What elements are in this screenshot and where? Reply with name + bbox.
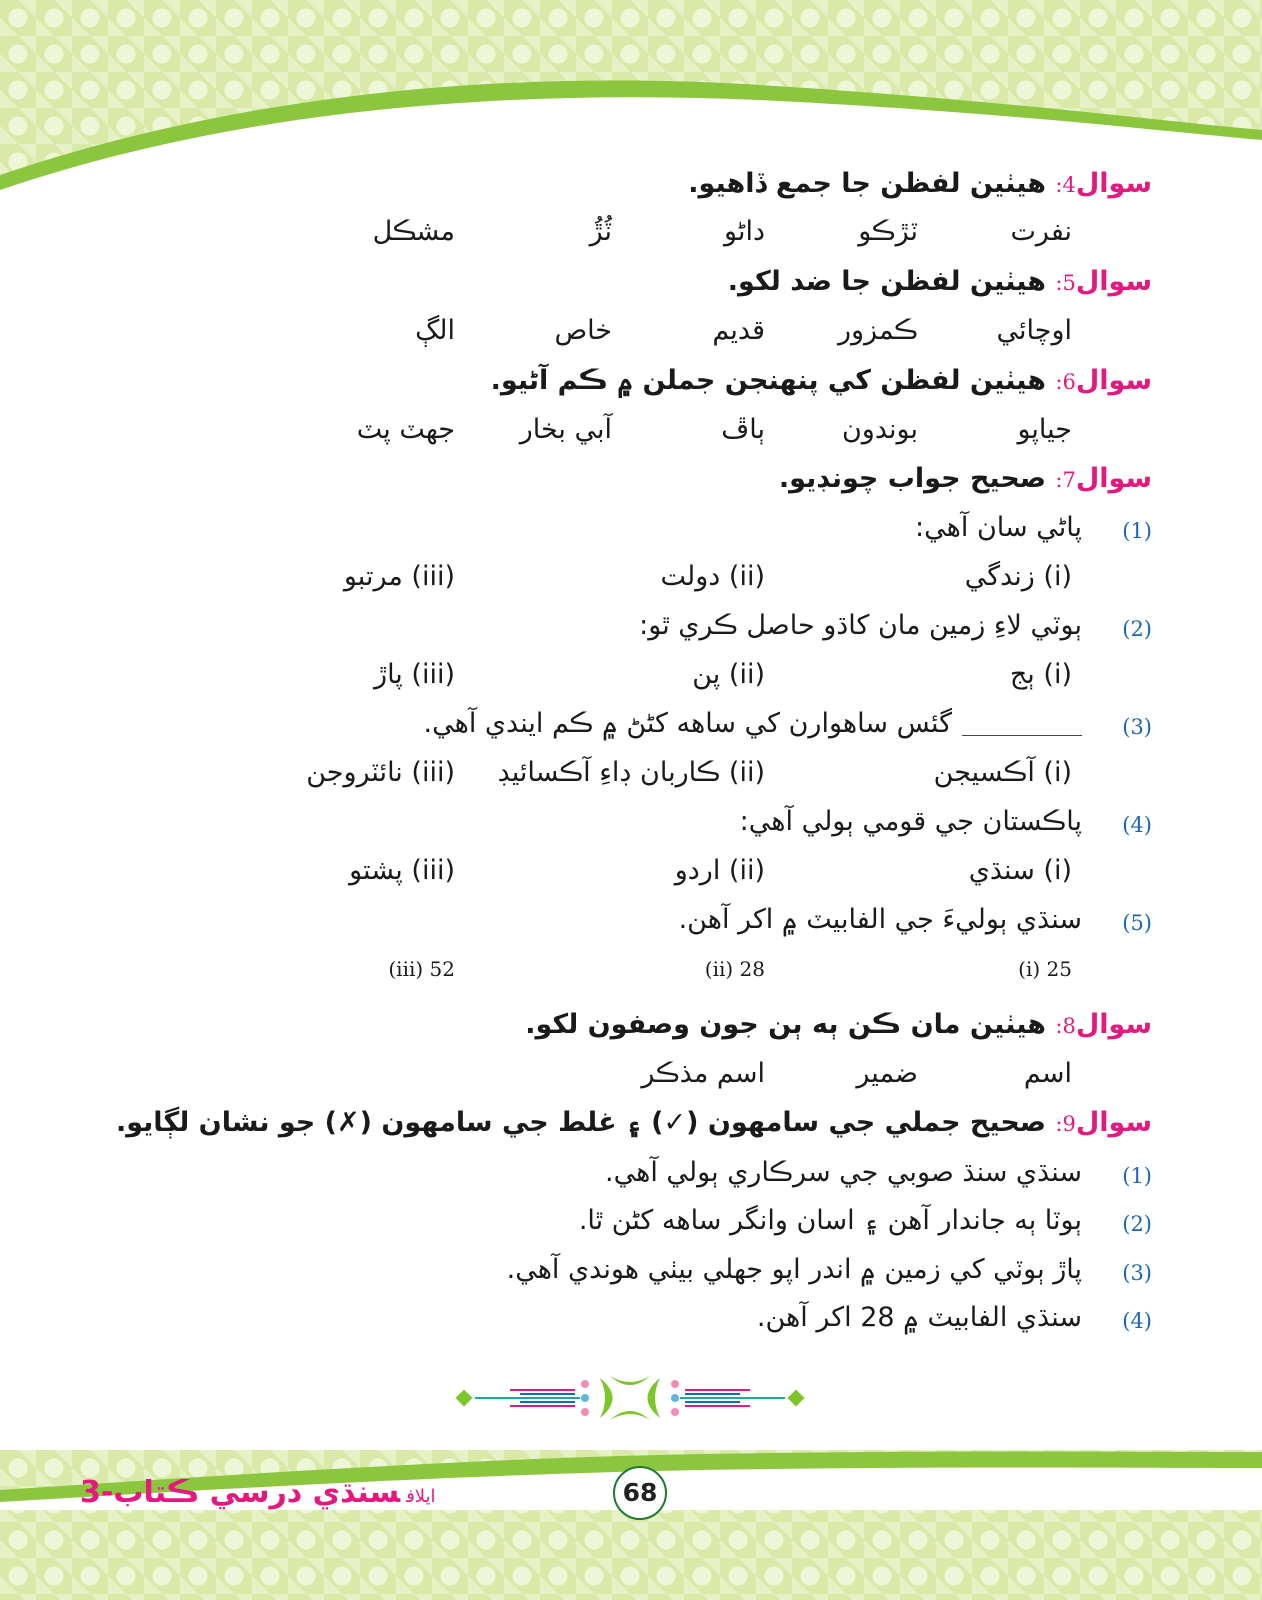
option: (ii) دولت — [660, 561, 765, 592]
item-text: سنڌي ٻوليءَ جي الفابيٽ ۾ اکر آهن. — [678, 904, 1082, 935]
item-number: (4) — [1122, 813, 1152, 837]
question-4-words — [0, 212, 1262, 252]
question-text: هيٺين لفظن جا ضد لکو. — [727, 266, 1046, 297]
item-text-with-blank — [424, 704, 1083, 744]
item-number: (2) — [1122, 1212, 1152, 1236]
question-number: 4: — [1055, 173, 1076, 197]
item-number: (5) — [1122, 911, 1152, 935]
item-options — [0, 753, 1262, 793]
word-item: نفرت — [1010, 216, 1072, 247]
word-item: جياپو — [1017, 414, 1072, 445]
word-item: ضمير — [856, 1058, 918, 1089]
option: (i) آڪسيجن — [933, 757, 1072, 788]
word-item: الڳ — [415, 315, 455, 346]
item-number: (2) — [1122, 617, 1152, 641]
question-8-heading — [525, 1005, 1152, 1046]
item-text: گئس ساهوارن کي ساهه کڻڻ ۾ ڪم ايندي آهي. — [423, 708, 952, 739]
word-item: خاص — [554, 315, 612, 346]
word-item: مشڪل — [372, 216, 455, 247]
publisher-prefix: ايلاف — [406, 1486, 436, 1507]
question-9-heading — [116, 1103, 1152, 1144]
question-4-heading — [688, 164, 1152, 205]
word-item: ٻاڦ — [721, 414, 765, 445]
option: (iii) مرتبو — [343, 561, 455, 592]
question-number: 8: — [1055, 1014, 1076, 1038]
item-number: (3) — [1122, 1261, 1152, 1285]
option: (ii) پن — [692, 659, 765, 690]
book-title — [80, 1475, 436, 1510]
item-number: (1) — [1122, 519, 1152, 543]
item-text: سنڌي الفابيٽ ۾ 28 اکر آهن. — [756, 1302, 1082, 1333]
item-number: (3) — [1122, 715, 1152, 739]
item-number: (4) — [1122, 1309, 1152, 1333]
book-title-text: سنڌي درسي ڪتاب-3 — [80, 1475, 401, 1510]
question-number: 6: — [1055, 370, 1076, 394]
item-text: ٻوٽا ٻه جاندار آهن ۽ اسان وانگر ساهه کڻن ٿا. — [578, 1205, 1082, 1236]
question-label: سوال — [1075, 168, 1152, 199]
question-text: صحيح جملي جي سامهون (✓) ۽ غلط جي سامهون (✗) جو نشان لڳايو. — [115, 1107, 1046, 1138]
question-label: سوال — [1075, 1009, 1152, 1040]
item-text: سنڌي سنڌ صوبي جي سرڪاري ٻولي آهي. — [605, 1157, 1082, 1188]
question-6-words — [0, 410, 1262, 450]
word-item: آبي بخار — [519, 414, 612, 445]
option: (ii) ڪاربان ڊاءِ آڪسائيڊ — [497, 757, 765, 788]
word-item: اسم مذڪر — [641, 1058, 765, 1089]
question-text: هيٺين لفظن کي پنهنجن جملن ۾ ڪم آڻيو. — [490, 365, 1046, 396]
item-text: پاڻي سان آهي: — [915, 512, 1082, 543]
word-item: اوچائي — [996, 315, 1072, 346]
item-number: (1) — [1122, 1164, 1152, 1188]
item-options — [0, 557, 1262, 597]
question-text: صحيح جواب چونڊيو. — [778, 463, 1046, 494]
question-label: سوال — [1075, 365, 1152, 396]
word-item: ڪمزور — [837, 315, 918, 346]
fill-blank — [962, 713, 1082, 736]
item-text: پاڙ ٻوٽي کي زمين ۾ اندر اپو جهلي بيٺي هوندي آهي. — [506, 1254, 1082, 1285]
option: (iii) پاڙ — [374, 659, 455, 690]
item-options — [0, 949, 1262, 989]
question-text: هيٺين لفظن جا جمع ڏاهيو. — [688, 168, 1046, 199]
option: (iii) پشتو — [349, 855, 455, 886]
page-number: 68 — [613, 1466, 667, 1520]
word-item: بوندون — [841, 414, 918, 445]
question-label: سوال — [1075, 463, 1152, 494]
question-7-heading — [779, 459, 1152, 500]
question-8-words — [0, 1054, 1262, 1094]
option: 25 (i) — [1018, 957, 1072, 981]
question-5-words — [0, 311, 1262, 351]
question-text: هيٺين مان ڪن ٻه ٻن جون وصفون لکو. — [525, 1009, 1046, 1040]
item-options — [0, 655, 1262, 695]
question-number: 7: — [1055, 468, 1076, 492]
word-item: اسم — [1023, 1058, 1072, 1089]
question-5-heading — [728, 262, 1152, 303]
option: (i) ٻج — [1009, 659, 1072, 690]
question-number: 9: — [1055, 1112, 1076, 1136]
word-item: جهٽ پٽ — [356, 414, 455, 445]
option: (iii) نائٽروجن — [306, 757, 455, 788]
question-label: سوال — [1075, 1107, 1152, 1138]
word-item: ٽُڙُ — [589, 216, 612, 247]
option: 52 (iii) — [388, 957, 455, 981]
item-text: ٻوٽي لاءِ زمين مان کاڌو حاصل ڪري ٿو: — [639, 610, 1082, 641]
question-number: 5: — [1055, 271, 1076, 295]
ornamental-divider — [450, 1370, 810, 1430]
word-item: قديم — [712, 315, 765, 346]
question-6-heading — [491, 361, 1152, 402]
item-options — [0, 851, 1262, 891]
word-item: ٽڙڪو — [858, 216, 918, 247]
item-text: پاڪستان جي قومي ٻولي آهي: — [739, 806, 1082, 837]
option: (i) سنڌي — [968, 855, 1072, 886]
word-item: داڻو — [724, 216, 765, 247]
option: (i) زندگي — [964, 561, 1072, 592]
option: 28 (ii) — [704, 957, 765, 981]
question-label: سوال — [1075, 266, 1152, 297]
option: (ii) اردو — [674, 855, 765, 886]
